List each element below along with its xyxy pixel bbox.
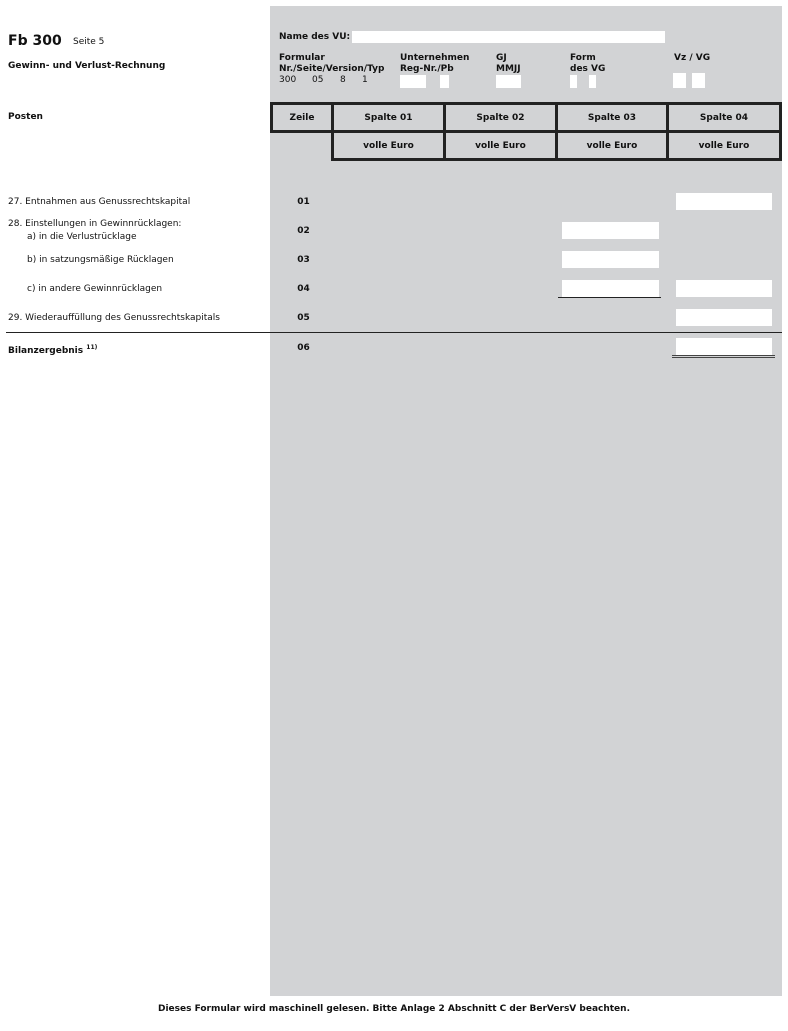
- form-code: Fb 300: [8, 33, 62, 49]
- field-r04-s03[interactable]: [562, 280, 659, 297]
- row-line-01: 01: [297, 197, 310, 207]
- field-r06-s04[interactable]: [676, 338, 772, 355]
- row-line-06: 06: [297, 343, 310, 353]
- field-r01-s04[interactable]: [676, 193, 772, 210]
- regnr-field[interactable]: [400, 75, 426, 88]
- row-label-28: 28. Einstellungen in Gewinnrücklagen:: [8, 219, 182, 229]
- name-field[interactable]: [352, 31, 665, 43]
- nr-value-type: 1: [362, 75, 368, 85]
- pb-field[interactable]: [440, 75, 449, 88]
- nr-value-form: 300: [279, 75, 297, 85]
- row-label-28b: b) in satzungsmäßige Rücklagen: [27, 255, 174, 265]
- row-line-04: 04: [297, 284, 310, 294]
- col-header-spalte-02: Spalte 02: [443, 102, 558, 133]
- col-header-spalte-04: Spalte 04: [666, 102, 782, 133]
- col-header-zeile: Zeile: [270, 102, 334, 133]
- subtotal-underline-s03: [558, 297, 661, 298]
- row-line-05: 05: [297, 313, 310, 323]
- form-vg-field-2[interactable]: [589, 75, 596, 88]
- row-label-27: 27. Entnahmen aus Genussrechtskapital: [8, 197, 191, 207]
- unit-spalte-04: volle Euro: [666, 130, 782, 161]
- vg-field[interactable]: [692, 73, 705, 88]
- desvg-label: des VG: [570, 64, 606, 74]
- row-label-28a: a) in die Verlustrücklage: [27, 232, 137, 242]
- row-label-29: 29. Wiederauffüllung des Genussrechtskapitals: [8, 313, 220, 323]
- nr-value-page: 05: [312, 75, 324, 85]
- footer-note: Dieses Formular wird maschinell gelesen. Bitte Anlage 2 Abschnitt C der BerVersV beachten.: [157, 1004, 630, 1014]
- posten-label: Posten: [8, 112, 43, 122]
- row-label-28c: c) in andere Gewinnrücklagen: [27, 284, 163, 294]
- name-label: Name des VU:: [279, 32, 351, 42]
- mmjj-label: MMJJ: [496, 64, 521, 74]
- field-r03-s03[interactable]: [562, 251, 659, 268]
- unit-spalte-03: volle Euro: [555, 130, 669, 161]
- gj-label: GJ: [496, 53, 507, 63]
- field-r04-s04[interactable]: [676, 280, 772, 297]
- col-header-spalte-01: Spalte 01: [331, 102, 446, 133]
- vz-field[interactable]: [673, 73, 686, 88]
- unit-spalte-02: volle Euro: [443, 130, 558, 161]
- form-title: Gewinn- und Verlust-Rechnung: [8, 61, 166, 71]
- form-page: Seite 5: [73, 37, 105, 47]
- form-vg-field-1[interactable]: [570, 75, 577, 88]
- field-r02-s03[interactable]: [562, 222, 659, 239]
- footnote-marker: 11): [86, 344, 98, 351]
- regnr-label: Reg-Nr./Pb: [400, 64, 454, 74]
- unternehmen-label: Unternehmen: [400, 53, 470, 63]
- form-label: Form: [570, 53, 596, 63]
- col-header-spalte-03: Spalte 03: [555, 102, 669, 133]
- row-label-bilanzergebnis: [8, 342, 97, 357]
- vzvg-label: Vz / VG: [674, 53, 711, 63]
- gj-field[interactable]: [496, 75, 521, 88]
- row-line-02: 02: [297, 226, 310, 236]
- bilanzergebnis-text: Bilanzergebnis: [8, 346, 84, 356]
- nr-value-version: 8: [340, 75, 346, 85]
- section-divider: [6, 332, 782, 333]
- unit-spalte-01: volle Euro: [331, 130, 446, 161]
- total-double-underline: [672, 355, 775, 358]
- formular-label: Formular: [279, 53, 325, 63]
- field-r05-s04[interactable]: [676, 309, 772, 326]
- nr-label: Nr./Seite/Version/Typ: [279, 64, 385, 74]
- row-line-03: 03: [297, 255, 310, 265]
